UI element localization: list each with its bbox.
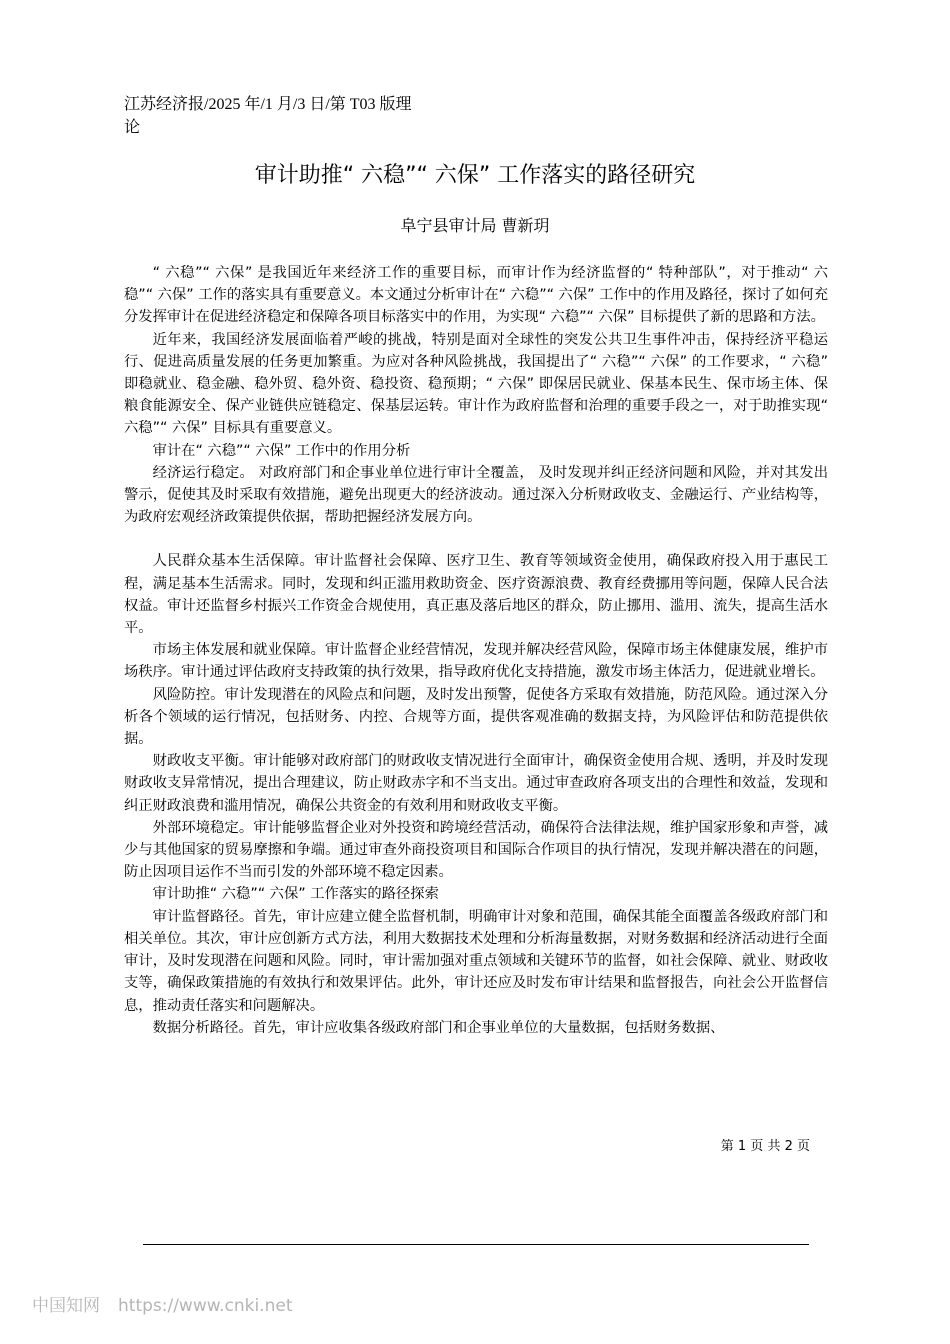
section-heading: 审计在“ 六稳”“ 六保” 工作中的作用分析 <box>152 442 411 459</box>
source-line: 江苏经济报/2025 年/1 月/3 日/第 T03 版理论 <box>124 96 412 136</box>
watermark <box>32 1294 292 1318</box>
paragraph: 经济运行稳定。 对政府部门和企事业单位进行审计全覆盖， 及时发现并纠正经济问题和风险，并对其发出警示，促使其及时采取有效措施，避免出现更大的经济波动。通过深入分析财政收支、金融运行、产业结构等，为政府宏观经济政策提供依据，帮助把握经济发展方向。 <box>124 464 828 526</box>
paragraph: 近年来，我国经济发展面临着严峻的挑战，特别是面对全球性的突发公共卫生事件冲击，保持经济平稳运行、促进高质量发展的任务更加繁重。为应对各种风险挑战，我国提出了“ 六稳”“ 六保” 的工作要求，“ 六稳” 即稳就业、稳金融、稳外贸、稳外资、稳投资、稳预期；“ 六保” 即保居民就业、保基本民生、保市场主体、保粮食能源安全、保产业链供应链稳定、保基层运转。审计作为政府监督和治理的重要手段之一，对于助推实现“ 六稳”“ 六保” 目标具有重要意义。 <box>124 331 828 437</box>
paragraph: 人民群众基本生活保障。审计监督社会保障、医疗卫生、教育等领域资金使用，确保政府投入用于惠民工程，满足基本生活需求。同时，发现和纠正滥用救助资金、医疗资源浪费、教育经费挪用等问题，保障人民合法权益。审计还监督乡村振兴工作资金合规使用，真正惠及落后地区的群众，防止挪用、滥用、流失，提高生活水平。 <box>124 553 828 637</box>
paragraph: 风险防控。审计发现潜在的风险点和问题，及时发出预警，促使各方采取有效措施，防范风险。通过深入分析各个领域的运行情况，包括财务、内控、合规等方面，提供客观准确的数据支持，为风险评估和防范提供依据。 <box>124 686 828 748</box>
page-number: 第 1 页 共 2 页 <box>720 1139 810 1154</box>
article-title: 审计助推“ 六稳”“ 六保” 工作落实的路径研究 <box>254 163 696 188</box>
watermark-url: https://www.cnki.net <box>118 1296 293 1316</box>
paragraph: “ 六稳”“ 六保” 是我国近年来经济工作的重要目标，而审计作为经济监督的“ 特种部队”，对于推动“ 六稳”“ 六保” 工作的落实具有重要意义。本文通过分析审计在“ 六稳”“ 六保” 工作中的作用及路径，探讨了如何充分发挥审计在促进经济稳定和保障各项目标落实中的作用，为实现“ 六稳”“ 六保” 目标提供了新的思路和方法。 <box>124 265 828 326</box>
paragraph: 财政收支平衡。审计能够对政府部门的财政收支情况进行全面审计，确保资金使用合规、透明，并及时发现财政收支异常情况，提出合理建议，防止财政赤字和不当支出。通过审查政府各项支出的合理性和效益，发现和纠正财政浪费和滥用情况，确保公共资金的有效利用和财政收支平衡。 <box>124 753 828 814</box>
author-line: 阜宁县审计局 曹新玥 <box>400 216 550 235</box>
paragraph: 市场主体发展和就业保障。审计监督企业经营情况，发现并解决经营风险，保障市场主体健康发展，维护市场秩序。审计通过评估政府支持政策的执行效果，指导政府优化支持措施，激发市场主体活力，促进就业增长。 <box>124 642 828 681</box>
paragraph: 数据分析路径。首先，审计应收集各级政府部门和企事业单位的大量数据，包括财务数据、 <box>152 1019 725 1036</box>
paragraph: 外部环境稳定。审计能够监督企业对外投资和跨境经营活动，确保符合法律法规，维护国家形象和声誉，减少与其他国家的贸易摩擦和争端。通过审查外商投资项目和国际合作项目的执行情况，发现并解决潜在的问题，防止因项目运作不当而引发的外部环境不稳定因素。 <box>124 819 828 881</box>
watermark-brand: 中国知网 <box>32 1296 100 1316</box>
footer-divider <box>143 1244 809 1245</box>
section-heading: 审计助推“ 六稳”“ 六保” 工作落实的路径探索 <box>152 886 439 903</box>
paragraph: 审计监督路径。首先，审计应建立健全监督机制，明确审计对象和范围，确保其能全面覆盖各级政府部门和相关单位。其次，审计应创新方式方法，利用大数据技术处理和分析海量数据，对财务数据和经济活动进行全面审计，及时发现潜在问题和风险。同时，审计需加强对重点领域和关键环节的监督，如社会保障、就业、财政收支等，确保政策措施的有效执行和效果评估。此外，审计还应及时发布审计结果和监督报告，向社会公开监督信息，推动责任落实和问题解决。 <box>124 908 828 1014</box>
article-body <box>124 262 828 1039</box>
